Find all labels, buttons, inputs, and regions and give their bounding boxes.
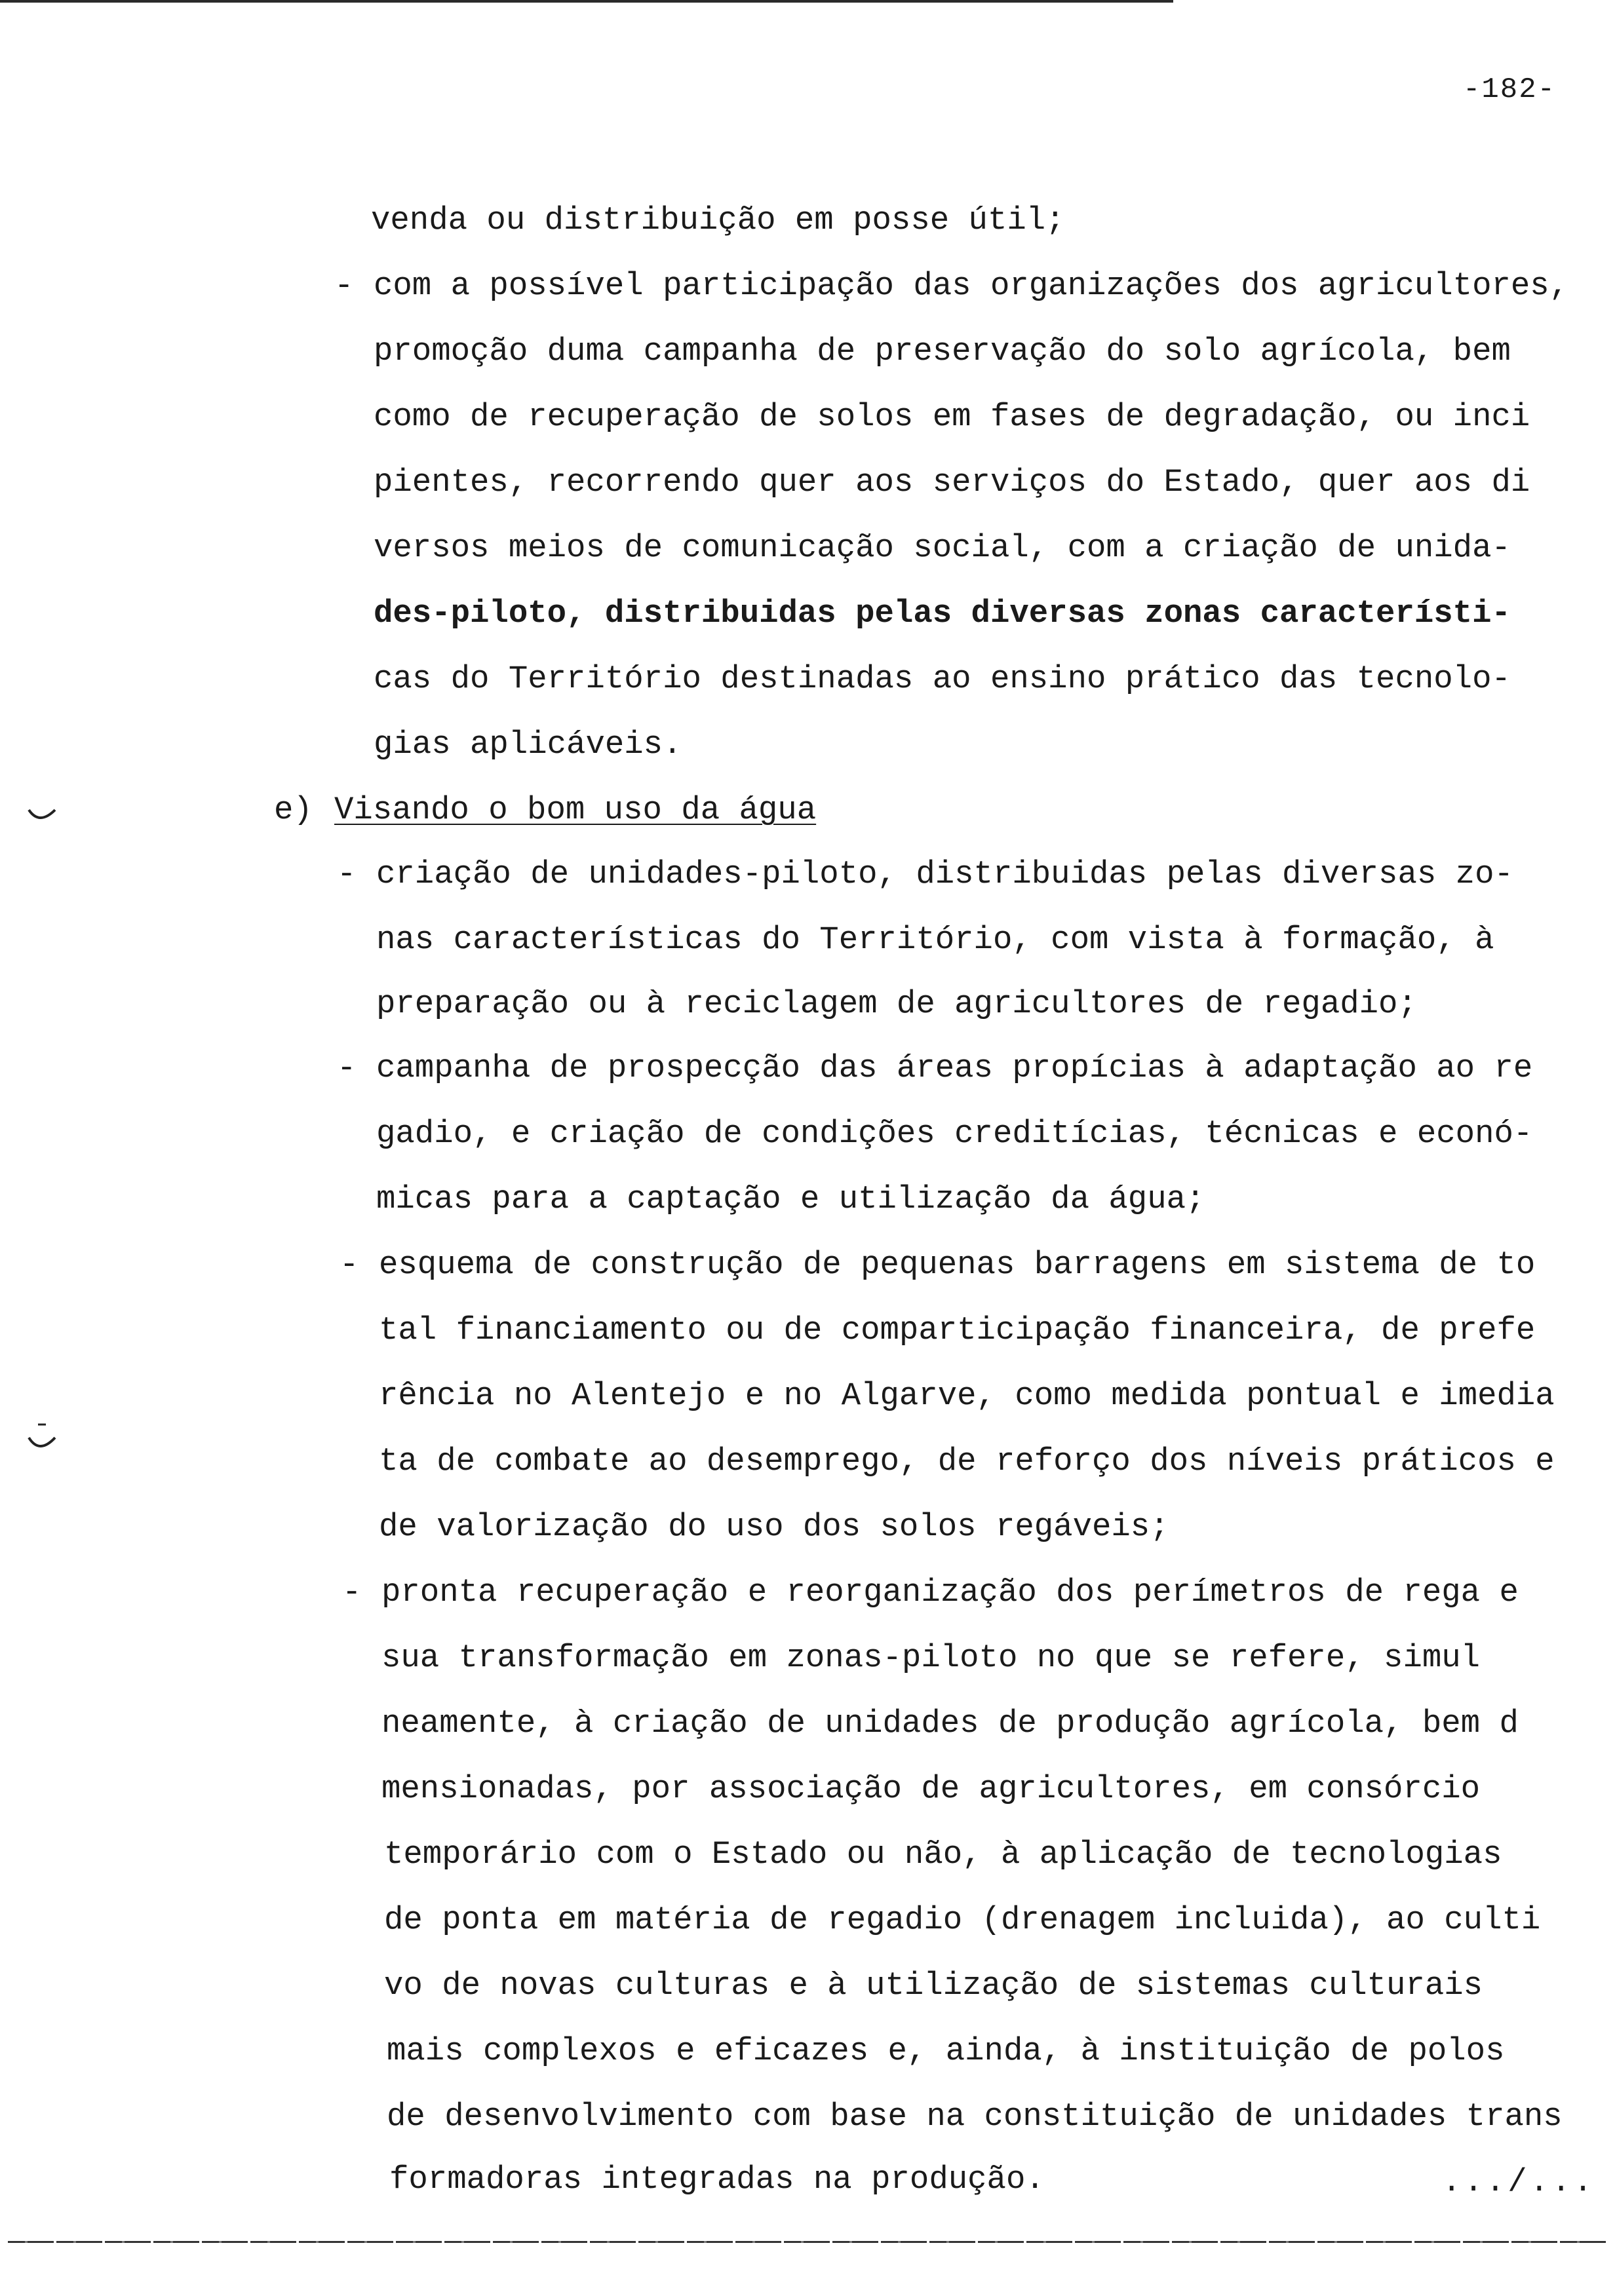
list-bullet: -: [342, 1574, 362, 1611]
text-line: temporário com o Estado ou não, à aplicação de tecnologias: [384, 1836, 1502, 1873]
text-line: campanha de prospecção das áreas propícias à adaptação ao re: [376, 1050, 1533, 1086]
text-line: criação de unidades-piloto, distribuidas pelas diversas zo-: [376, 856, 1513, 892]
text-line: micas para a captação e utilização da água;: [376, 1181, 1205, 1217]
text-line: rência no Alentejo e no Algarve, como medida pontual e imedia: [379, 1377, 1555, 1414]
list-bullet: -: [340, 1246, 359, 1283]
text-line: cas do Território destinadas ao ensino prático das tecnolo-: [374, 660, 1511, 697]
text-line: gias aplicáveis.: [374, 726, 682, 763]
list-bullet: -: [337, 1050, 357, 1086]
punch-mark-icon: [26, 806, 59, 832]
punch-mark-icon: [26, 1421, 59, 1460]
text-line: vo de novas culturas e à utilização de sistemas culturais: [384, 1967, 1483, 2004]
text-line: como de recuperação de solos em fases de degradação, ou inci: [374, 398, 1530, 435]
text-line: promoção duma campanha de preservação do solo agrícola, bem: [374, 333, 1511, 370]
text-line: mais complexos e eficazes e, ainda, à instituição de polos: [387, 2033, 1505, 2069]
text-line: versos meios de comunicação social, com a criação de unida-: [374, 529, 1511, 566]
text-line: pientes, recorrendo quer aos serviços do Estado, quer aos di: [374, 464, 1530, 501]
text-line: mensionadas, por associação de agricultores, em consórcio: [381, 1770, 1481, 1807]
text-line: preparação ou à reciclagem de agricultores de regadio;: [376, 985, 1417, 1022]
text-line: de desenvolvimento com base na constituição de unidades trans: [387, 2098, 1563, 2135]
text-line: des-piloto, distribuidas pelas diversas zonas característi-: [374, 595, 1511, 632]
section-heading: Visando o bom uso da água: [334, 792, 817, 828]
text-line: venda ou distribuição em posse útil;: [371, 202, 1065, 239]
page-number: -182-: [1463, 73, 1557, 106]
text-line: formadoras integradas na produção.: [389, 2161, 1045, 2198]
text-line: esquema de construção de pequenas barragens em sistema de to: [379, 1246, 1536, 1283]
list-bullet: -: [334, 267, 354, 304]
bottom-rule: [8, 2241, 1607, 2243]
text-line: ta de combate ao desemprego, de reforço dos níveis práticos e: [379, 1443, 1555, 1480]
continuation-mark: .../...: [1442, 2164, 1595, 2200]
text-line: neamente, à criação de unidades de produção agrícola, bem d: [381, 1705, 1519, 1742]
text-line: de ponta em matéria de regadio (drenagem incluida), ao culti: [384, 1902, 1541, 1938]
section-label: e): [274, 792, 313, 828]
text-line: tal financiamento ou de comparticipação financeira, de prefe: [379, 1312, 1536, 1349]
list-bullet: -: [337, 856, 357, 892]
text-line: de valorização do uso dos solos regáveis;: [379, 1508, 1169, 1545]
text-line: nas características do Território, com vista à formação, à: [376, 921, 1494, 958]
text-line: sua transformação em zonas-piloto no que se refere, simul: [381, 1639, 1481, 1676]
top-rule: [0, 0, 1173, 3]
text-line: pronta recuperação e reorganização dos perímetros de rega e: [381, 1574, 1519, 1611]
text-line: gadio, e criação de condições creditícias, técnicas e econó-: [376, 1115, 1533, 1152]
text-line: com a possível participação das organizações dos agricultores,: [374, 267, 1569, 304]
